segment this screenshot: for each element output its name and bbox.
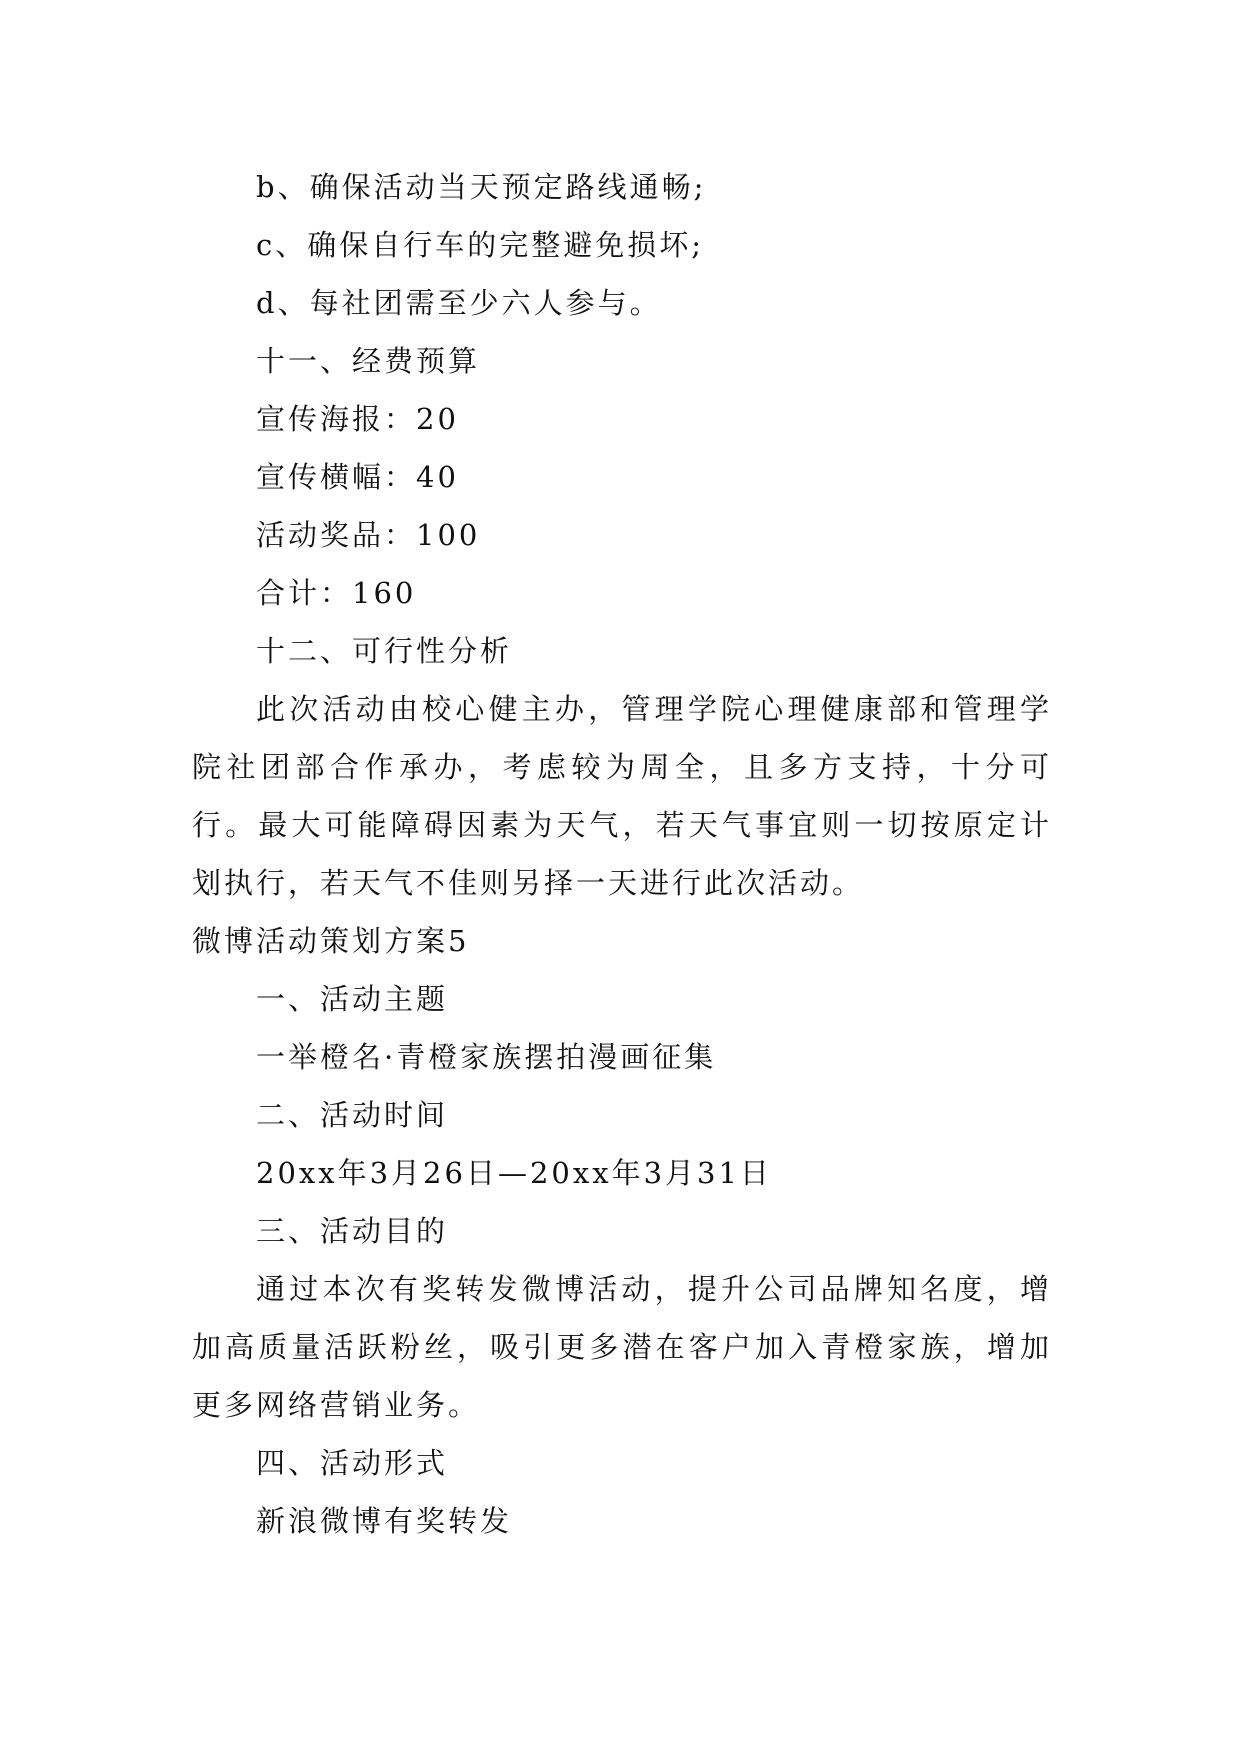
line-b: b、确保活动当天预定路线通畅; xyxy=(256,170,707,204)
section-heading-form: 四、活动形式 xyxy=(256,1446,449,1480)
budget-total: 合计：160 xyxy=(256,576,417,610)
plan-title: 微博活动策划方案5 xyxy=(192,924,470,958)
document-body xyxy=(192,158,1052,1550)
section-heading-theme: 一、活动主题 xyxy=(256,982,449,1016)
budget-banner: 宣传横幅：40 xyxy=(256,460,459,494)
line-c: c、确保自行车的完整避免损坏; xyxy=(256,228,705,262)
section-heading-time: 二、活动时间 xyxy=(256,1098,449,1132)
time-text: 20xx年3月26日—20xx年3月31日 xyxy=(256,1156,772,1190)
line-d: d、每社团需至少六人参与。 xyxy=(256,286,662,320)
section-heading-budget: 十一、经费预算 xyxy=(256,344,481,378)
form-text: 新浪微博有奖转发 xyxy=(256,1504,513,1538)
section-heading-goal: 三、活动目的 xyxy=(256,1214,449,1248)
theme-text: 一举橙名·青橙家族摆拍漫画征集 xyxy=(256,1040,717,1074)
goal-paragraph: 通过本次有奖转发微博活动，提升公司品牌知名度，增加高质量活跃粉丝，吸引更多潜在客户加入青橙家族，增加更多网络营销业务。 xyxy=(192,1272,1052,1422)
budget-poster: 宣传海报：20 xyxy=(256,402,459,436)
section-heading-feasibility: 十二、可行性分析 xyxy=(256,634,513,668)
feasibility-paragraph: 此次活动由校心健主办，管理学院心理健康部和管理学院社团部合作承办，考虑较为周全，且多方支持，十分可行。最大可能障碍因素为天气，若天气事宜则一切按原定计划执行，若天气不佳则另择一天进行此次活动。 xyxy=(192,692,1052,900)
budget-prize: 活动奖品：100 xyxy=(256,518,481,552)
